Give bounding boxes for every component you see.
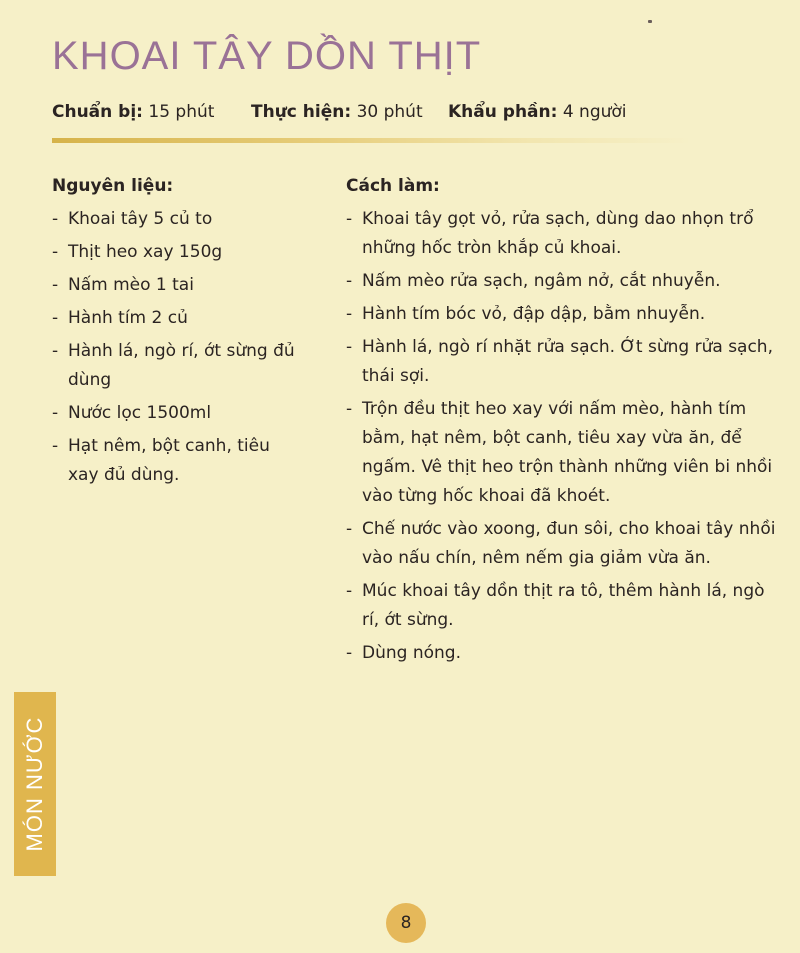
ingredient-item: - Nấm mèo 1 tai: [52, 271, 302, 300]
side-tab-label: MÓN NƯỚC: [22, 716, 47, 852]
step-item: - Dùng nóng.: [346, 639, 776, 668]
meta-prep-label: Chuẩn bị:: [52, 102, 143, 122]
ingredient-item: - Nước lọc 1500ml: [52, 399, 302, 428]
divider-rule: [52, 138, 692, 143]
step-item: - Múc khoai tây dồn thịt ra tô, thêm hành lá, ngò rí, ớt sừng.: [346, 577, 776, 635]
page-number: 8: [400, 913, 412, 933]
meta-servings-label: Khẩu phần:: [448, 102, 558, 122]
meta-prep-time: [52, 102, 214, 122]
ingredients-list: [52, 205, 302, 494]
ingredient-item: - Hạt nêm, bột canh, tiêu xay đủ dùng.: [52, 432, 302, 490]
meta-cook-label: Thực hiện:: [251, 102, 352, 122]
meta-cook-value: 30 phút: [351, 102, 423, 122]
step-item: - Hành lá, ngò rí nhặt rửa sạch. Ớt sừng rửa sạch, thái sợi.: [346, 333, 776, 391]
meta-servings: [448, 102, 627, 122]
page-number-badge: [386, 903, 426, 943]
ingredients-heading: Nguyên liệu:: [52, 176, 174, 196]
steps-heading: Cách làm:: [346, 176, 440, 196]
ingredient-item: - Thịt heo xay 150g: [52, 238, 302, 267]
steps-list: [346, 205, 776, 672]
step-item: - Nấm mèo rửa sạch, ngâm nở, cắt nhuyễn.: [346, 267, 776, 296]
meta-prep-value: 15 phút: [142, 102, 215, 122]
ingredient-item: - Hành tím 2 củ: [52, 304, 302, 333]
section-side-tab: [14, 692, 56, 876]
ingredient-item: - Hành lá, ngò rí, ớt sừng đủ dùng: [52, 337, 302, 395]
print-speck: [648, 20, 652, 23]
recipe-title: KHOAI TÂY DỒN THỊT: [52, 34, 482, 78]
step-item: - Khoai tây gọt vỏ, rửa sạch, dùng dao nhọn trổ những hốc tròn khắp củ khoai.: [346, 205, 776, 263]
step-item: - Hành tím bóc vỏ, đập dập, bằm nhuyễn.: [346, 300, 776, 329]
step-item: - Chế nước vào xoong, đun sôi, cho khoai tây nhồi vào nấu chín, nêm nếm gia giảm vừa ăn.: [346, 515, 776, 573]
meta-servings-value: 4 người: [557, 102, 627, 122]
ingredient-item: - Khoai tây 5 củ to: [52, 205, 302, 234]
meta-cook-time: [251, 102, 423, 122]
step-item: - Trộn đều thịt heo xay với nấm mèo, hành tím bằm, hạt nêm, bột canh, tiêu xay vừa ăn, để ngấm. Vê thịt heo trộn thành những viên bi nhồi vào từng hốc khoai đã khoét.: [346, 395, 776, 511]
